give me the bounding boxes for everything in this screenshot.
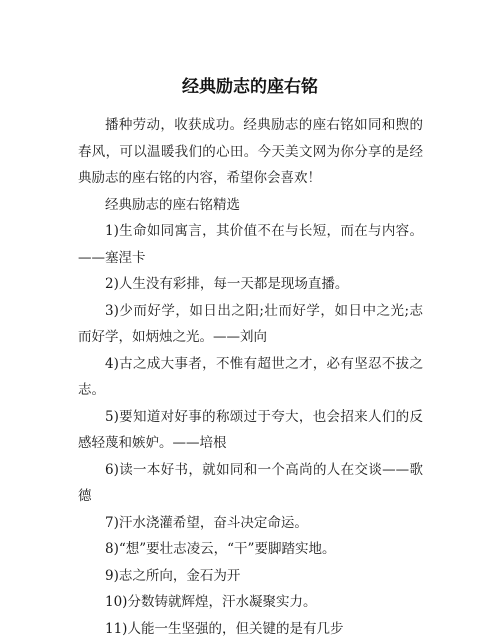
motto-item: 10)分数铸就辉煌，汗水凝聚实力。 [78, 589, 423, 616]
motto-item: 6)读一本好书，就如同和一个高尚的人在交谈——歌德 [78, 457, 423, 510]
motto-item: 5)要知道对好事的称颂过于夸大，也会招来人们的反感轻蔑和嫉妒。——培根 [78, 404, 423, 457]
motto-item: 8)“想”要壮志凌云，“干”要脚踏实地。 [78, 536, 423, 563]
article-body [78, 112, 423, 642]
section-heading: 经典励志的座右铭精选 [78, 192, 423, 219]
page-title: 经典励志的座右铭 [0, 76, 500, 98]
intro-paragraph: 播种劳动，收获成功。经典励志的座右铭如同和煦的春风，可以温暖我们的心田。今天美文网为你分享的是经典励志的座右铭的内容，希望你会喜欢！ [78, 112, 423, 192]
motto-item: 9)志之所向，金石为开 [78, 563, 423, 590]
motto-item: 1)生命如同寓言，其价值不在与长短，而在与内容。——塞涅卡 [78, 218, 423, 271]
motto-item: 7)汗水浇灌希望，奋斗决定命运。 [78, 510, 423, 537]
motto-item: 11)人能一生坚强的，但关键的是有几步 [78, 616, 423, 642]
motto-item: 2)人生没有彩排，每一天都是现场直播。 [78, 271, 423, 298]
motto-item: 3)少而好学，如日出之阳;壮而好学，如日中之光;志而好学，如炳烛之光。——刘向 [78, 298, 423, 351]
motto-item: 4)古之成大事者，不惟有超世之才，必有坚忍不拔之志。 [78, 351, 423, 404]
